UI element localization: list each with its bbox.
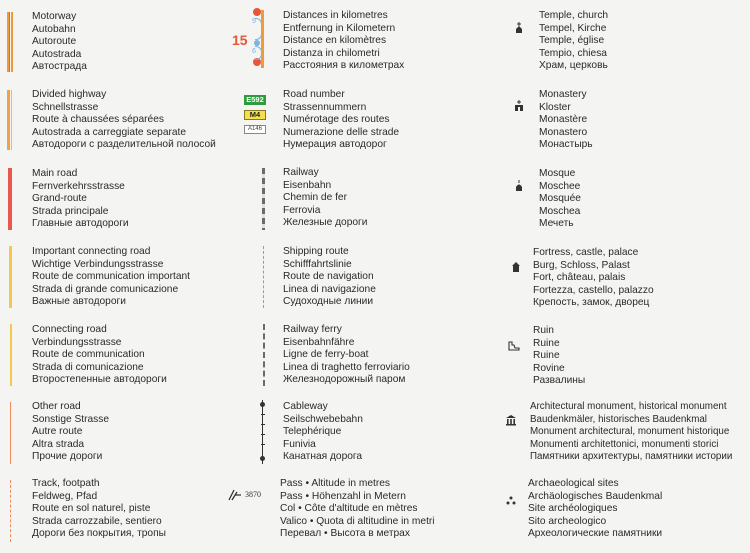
legend-line: Railway [283, 167, 319, 178]
place-group-ruin [533, 325, 585, 388]
legend-line: Fort, château, palais [533, 272, 626, 284]
legend-line: Monastery [539, 89, 587, 100]
shipping-route-symbol [263, 246, 266, 308]
road-group-divided [32, 89, 216, 152]
legend-line: Sito archeologico [528, 515, 607, 527]
place-group-archaeological [528, 478, 662, 541]
road-group-motorway [32, 11, 87, 74]
road-group-important [32, 246, 190, 309]
legend-line: Нумерация автодорог [283, 139, 387, 151]
legend-line: Ruin [533, 325, 554, 336]
legend-line: Ruine [533, 350, 560, 362]
legend-line: Schnellstrasse [32, 101, 99, 113]
legend-line: Важные автодороги [32, 296, 126, 308]
place-group-fortress [533, 247, 654, 310]
legend-line: Cableway [283, 401, 328, 412]
legend-line: Археологические памятники [528, 528, 663, 540]
legend-line: Канатная дорога [283, 451, 363, 463]
important-road-symbol [9, 246, 13, 308]
legend-line: Feldweg, Pfad [32, 490, 98, 502]
legend-line: Pass • Höhenzahl in Metern [280, 490, 406, 502]
legend-line: Rovine [533, 362, 565, 374]
legend-line: Route à chaussées séparées [32, 114, 164, 126]
legend-line: Храм, церковь [539, 60, 608, 72]
middle-group-railway [283, 167, 367, 230]
legend-line: Route de communication important [32, 271, 190, 283]
cableway-symbol [259, 400, 268, 464]
legend-line: Ligne de ferry-boat [283, 349, 369, 361]
legend-line: Architectural monument, historical monument [530, 401, 727, 412]
legend-line: Железные дороги [283, 217, 368, 229]
legend-line: Divided highway [32, 89, 107, 100]
legend-line: Important connecting road [32, 246, 151, 257]
legend-line: Автодороги с разделительной полосой [32, 139, 216, 151]
place-group-temple [539, 10, 608, 73]
legend-line: Route de communication [32, 349, 145, 361]
legend-line: Chemin de fer [283, 192, 347, 204]
legend-line: Entfernung in Kilometern [283, 22, 396, 34]
legend-line: Monastère [539, 114, 588, 126]
monastery-icon [514, 99, 524, 111]
legend-line: Shipping route [283, 246, 349, 257]
place-group-mosque [539, 168, 581, 231]
legend-line: Autoroute [32, 36, 77, 48]
temple-icon [514, 21, 524, 33]
legend-line: Railway ferry [283, 324, 342, 335]
middle-group-shipping [283, 246, 376, 309]
badge-m: M4 [244, 110, 266, 120]
road-group-connecting [32, 324, 167, 387]
legend-line: Железнодорожный паром [283, 374, 406, 386]
legend-line: Temple, church [539, 10, 609, 21]
legend-line: Telephérique [283, 426, 342, 438]
legend-line: Ruine [533, 337, 560, 349]
legend-line: Расстояния в километрах [283, 60, 405, 72]
legend-line: Wichtige Verbindungsstrasse [32, 258, 164, 270]
legend-line: Main road [32, 168, 78, 179]
legend-line: Fernverkehrsstrasse [32, 180, 125, 192]
legend-line: Autobahn [32, 23, 76, 35]
legend-line: Connecting road [32, 324, 107, 335]
legend-line: Distances in kilometres [283, 10, 388, 21]
distance-number: 15 [232, 32, 248, 48]
legend-line: Автострада [32, 61, 87, 73]
legend-line: Col • Côte d'altitude en mètres [280, 503, 418, 515]
railway-ferry-symbol [263, 324, 266, 386]
legend-line: Мечеть [539, 218, 574, 230]
monument-icon [505, 413, 517, 425]
distance-small-top: 9 [252, 18, 256, 25]
legend-line: Mosque [539, 168, 576, 179]
main-road-symbol [8, 168, 13, 230]
legend-line: Burg, Schloss, Palast [533, 259, 630, 271]
legend-line: Archäologisches Baudenkmal [528, 490, 663, 502]
legend-line: Strada carrozzabile, sentiero [32, 515, 162, 527]
distance-symbol [228, 8, 273, 70]
distance-small-bottom: 6 [252, 48, 256, 55]
legend-line: Eisenbahnfähre [283, 336, 355, 348]
legend-line: Второстепенные автодороги [32, 374, 167, 386]
legend-line: Road number [283, 89, 345, 100]
legend-line: Numérotage des routes [283, 114, 390, 126]
middle-group-road-number [283, 89, 399, 152]
legend-line: Baudenkmäler, historisches Baudenkmal [530, 413, 707, 425]
legend-line: Tempel, Kirche [539, 22, 607, 34]
middle-group-pass [280, 478, 435, 541]
legend-line: Monumenti architettonici, monumenti storici [530, 438, 719, 450]
road-group-main [32, 168, 129, 231]
motorway-symbol [7, 12, 13, 72]
legend-line: Sonstige Strasse [32, 413, 110, 425]
road-group-other [32, 401, 109, 464]
legend-line: Strada di grande comunicazione [32, 283, 179, 295]
legend-line: Mosquée [539, 193, 581, 205]
legend-line: Linea di navigazione [283, 283, 376, 295]
legend-line: Archaeological sites [528, 478, 619, 489]
divided-highway-symbol [7, 90, 13, 150]
legend-line: Schifffahrtslinie [283, 258, 352, 270]
legend-line: Autostrada [32, 48, 82, 60]
legend-line: Tempio, chiesa [539, 47, 607, 59]
legend-line: Kloster [539, 101, 571, 113]
road-group-track [32, 478, 166, 541]
legend-line: Fortezza, castello, palazzo [533, 284, 654, 296]
place-group-monument [530, 401, 732, 464]
legend-line: Monastero [539, 126, 588, 138]
other-road-symbol [10, 402, 14, 464]
legend-line: Moschee [539, 180, 581, 192]
railway-symbol [262, 168, 266, 230]
legend-line: Развалины [533, 375, 586, 387]
legend-line: Eisenbahn [283, 179, 332, 191]
badge-a: A146 [244, 125, 266, 134]
legend-line: Funivia [283, 438, 316, 450]
ruin-icon [508, 338, 520, 349]
legend-line: Monument architectural, monument historique [530, 426, 730, 438]
mosque-icon [514, 179, 524, 191]
legend-line: Fortress, castle, palace [533, 247, 639, 258]
pass-icon [228, 489, 242, 501]
legend-line: Strada di comunicazione [32, 361, 144, 373]
legend-line: Grand-route [32, 193, 87, 205]
legend-line: Distanza in chilometri [283, 47, 380, 59]
legend-line: Strassennummern [283, 101, 367, 113]
track-symbol [10, 480, 14, 542]
place-group-monastery [539, 89, 593, 152]
legend-line: Seilschwebebahn [283, 413, 363, 425]
middle-group-cableway [283, 401, 363, 464]
legend-line: Numerazione delle strade [283, 126, 400, 138]
legend-line: Altra strada [32, 438, 85, 450]
legend-line: Крепость, замок, дворец [533, 297, 650, 309]
legend-line: Moschea [539, 205, 581, 217]
legend-line: Strada principale [32, 205, 109, 217]
legend-line: Route en sol naturel, piste [32, 503, 151, 515]
legend-line: Памятники архитектуры, памятники истории [530, 451, 733, 463]
legend-line: Pass • Altitude in metres [280, 478, 391, 489]
legend-line: Монастырь [539, 139, 593, 151]
legend-line: Судоходные линии [283, 296, 374, 308]
legend-line: Autre route [32, 426, 83, 438]
middle-group-distance [283, 10, 404, 73]
badge-e: E592 [244, 95, 266, 105]
legend-line: Прочие дороги [32, 451, 103, 463]
legend-line: Главные автодороги [32, 218, 129, 230]
legend-line: Track, footpath [32, 478, 100, 489]
legend-line: Motorway [32, 11, 77, 22]
legend-line: Autostrada a carreggiate separate [32, 126, 187, 138]
archaeological-icon [506, 492, 516, 501]
pass-altitude: 3870 [245, 490, 261, 499]
legend-line: Valico • Quota di altitudine in metri [280, 515, 435, 527]
legend-line: Перевал • Высота в метрах [280, 528, 410, 540]
legend-line: Temple, église [539, 35, 605, 47]
legend-line: Route de navigation [283, 271, 374, 283]
legend-line: Linea di traghetto ferroviario [283, 361, 410, 373]
legend-line: Distance en kilomètres [283, 35, 387, 47]
legend-line: Site archéologiques [528, 503, 618, 515]
middle-group-ferry [283, 324, 410, 387]
legend-line: Дороги без покрытия, тропы [32, 528, 166, 540]
legend-line: Verbindungsstrasse [32, 336, 122, 348]
legend-line: Ferrovia [283, 204, 321, 216]
connecting-road-symbol [10, 324, 14, 386]
pass-symbol [228, 489, 274, 503]
fortress-icon [511, 260, 521, 271]
legend-line: Other road [32, 401, 81, 412]
road-number-badges [244, 95, 270, 141]
